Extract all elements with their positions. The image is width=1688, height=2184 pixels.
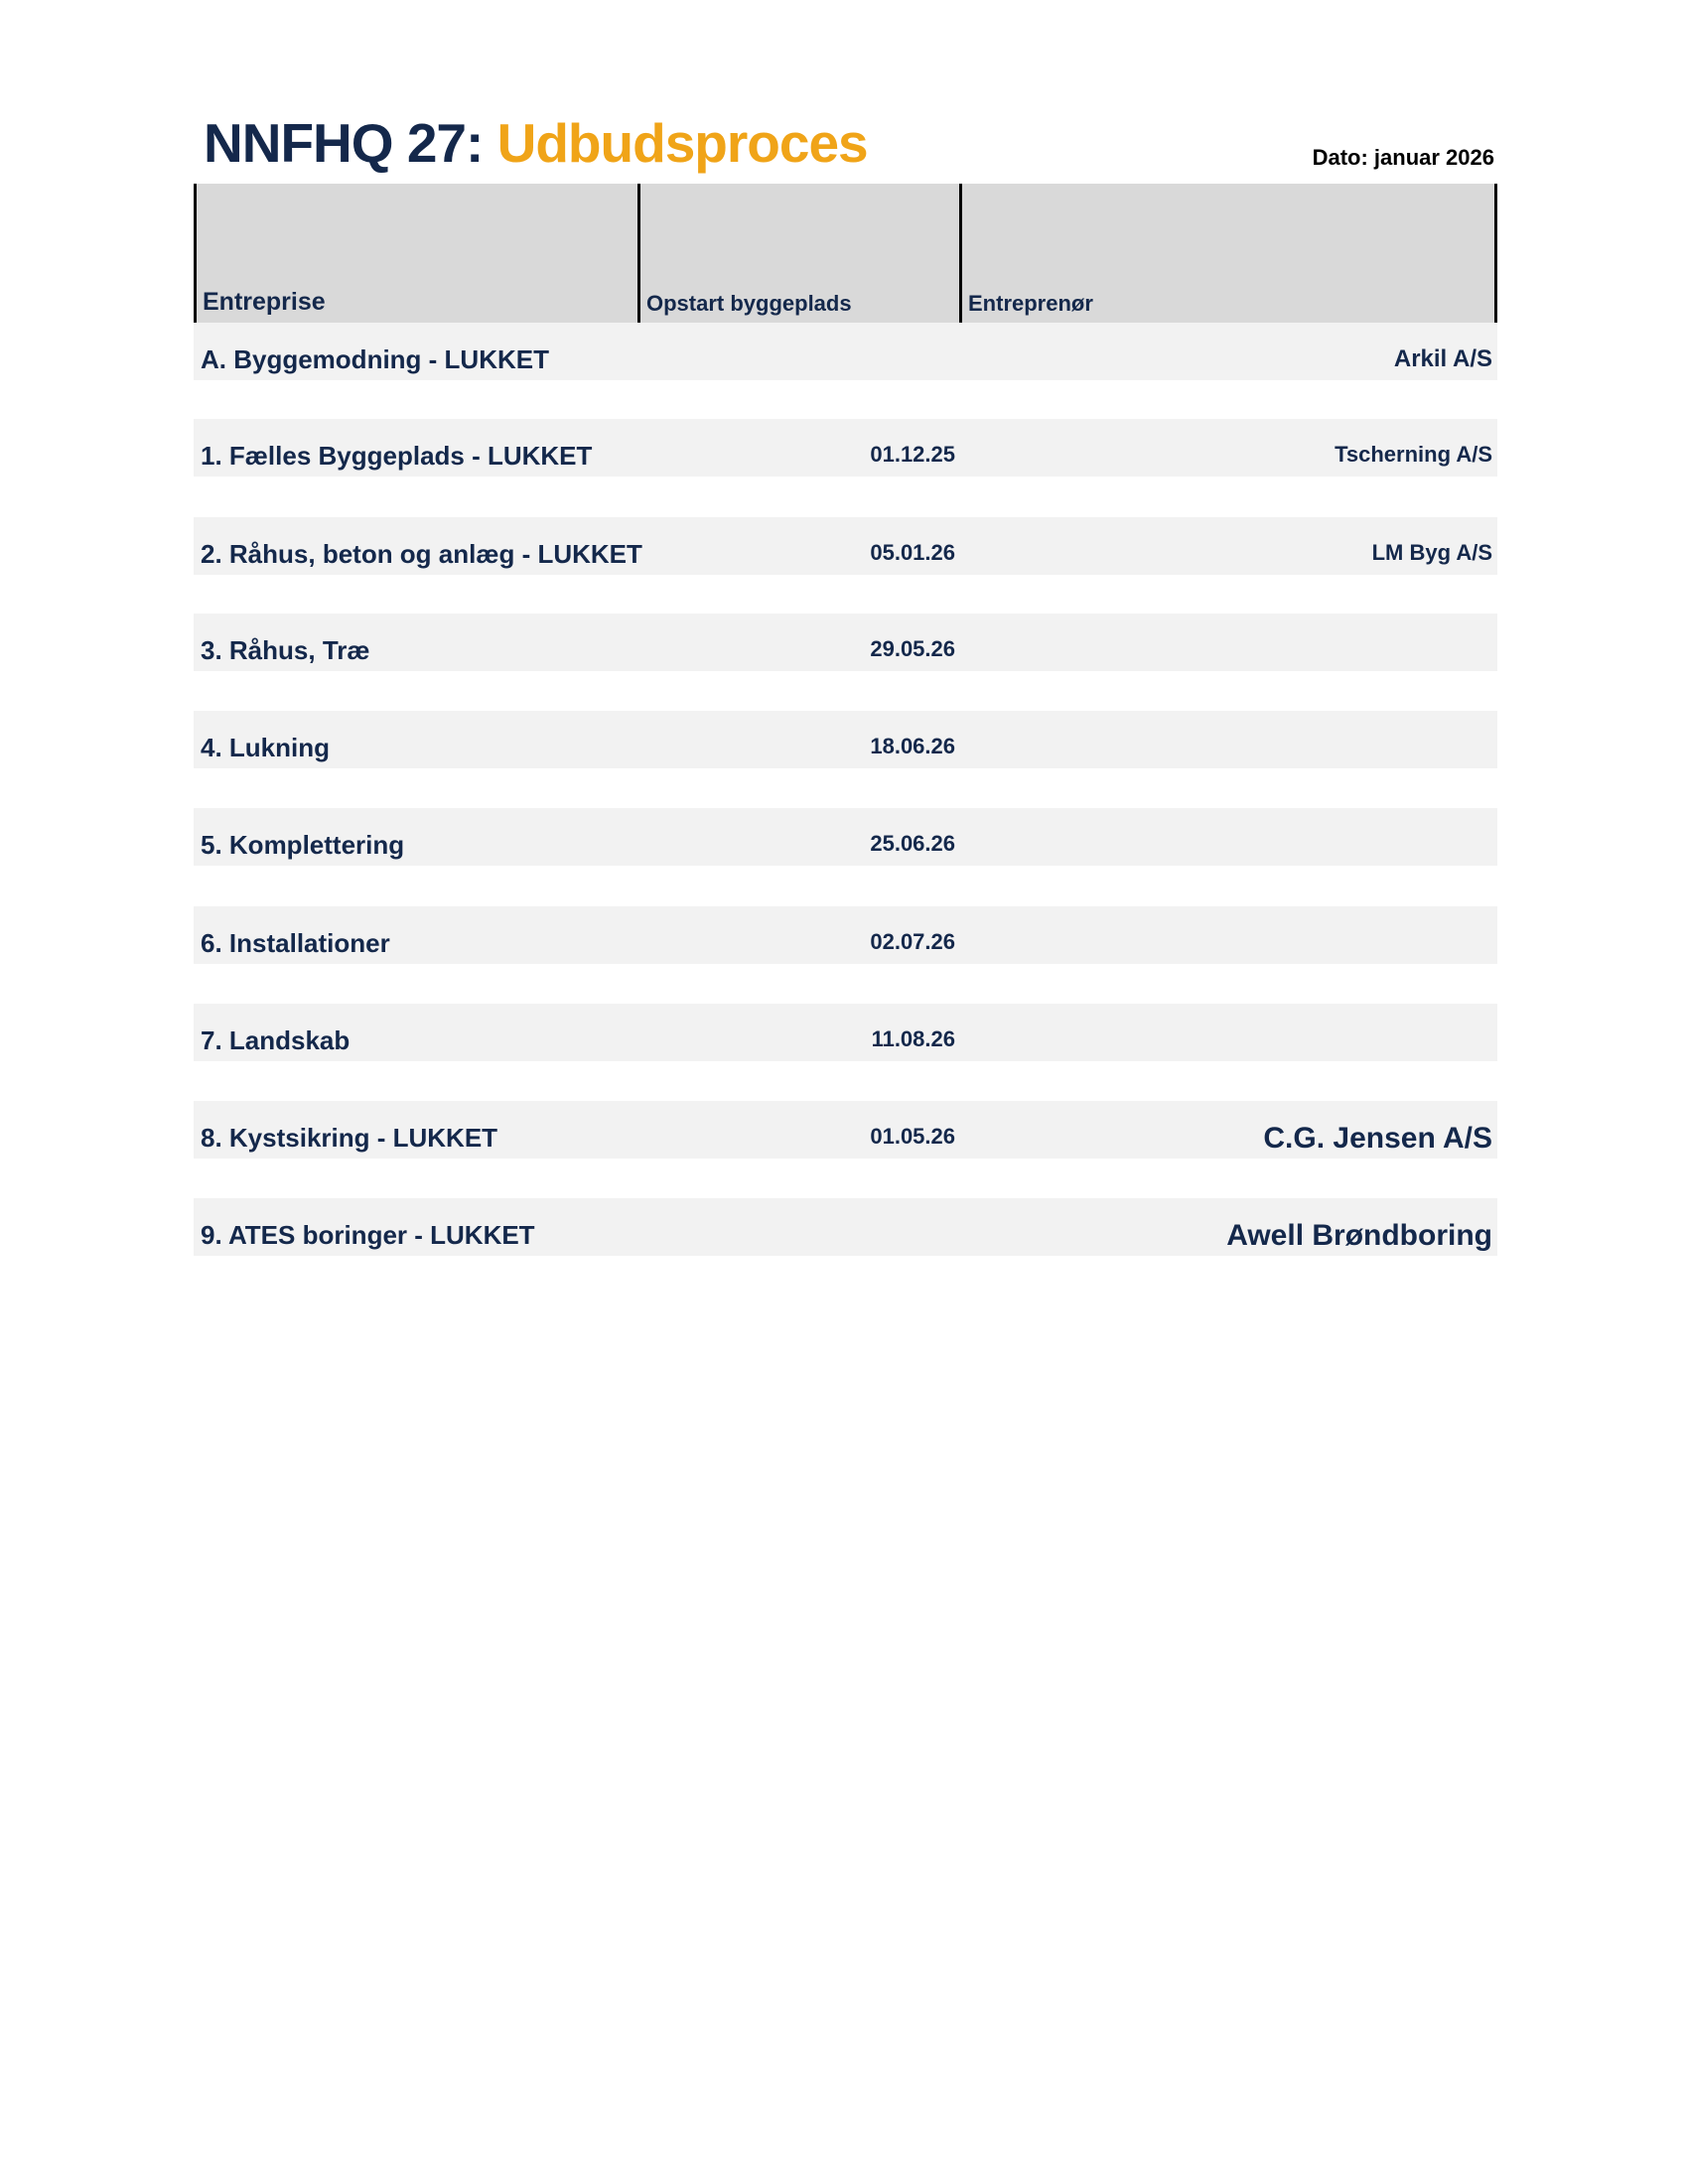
column-header-label: Entreprenør [968, 291, 1093, 316]
table-row [194, 906, 1497, 964]
tender-table [194, 184, 1497, 1252]
entreprise-name: 4. Lukning [201, 733, 330, 762]
title-project-code: NNFHQ 27: [204, 112, 497, 174]
table-row [194, 1198, 1497, 1256]
entreprise-name: 8. Kystsikring - LUKKET [201, 1123, 498, 1153]
contractor-name: C.G. Jensen A/S [1263, 1122, 1492, 1155]
column-header-start [640, 184, 962, 323]
document-date: Dato: januar 2026 [1312, 145, 1494, 170]
start-date: 05.01.26 [870, 540, 955, 565]
title-main: Udbudsproces [496, 112, 868, 174]
entreprise-name: 1. Fælles Byggeplads - LUKKET [201, 441, 593, 471]
table-row [194, 808, 1497, 866]
start-date: 01.12.25 [870, 442, 955, 467]
column-header-label: Entreprise [203, 288, 326, 316]
table-row [194, 419, 1497, 477]
entreprise-name: 5. Komplettering [201, 830, 405, 860]
entreprise-name: A. Byggemodning - LUKKET [201, 344, 549, 374]
start-date: 25.06.26 [870, 831, 955, 856]
start-date: 29.05.26 [870, 636, 955, 661]
entreprise-name: 2. Råhus, beton og anlæg - LUKKET [201, 539, 642, 569]
column-header-label: Opstart byggeplads [646, 291, 852, 316]
column-header-contractor [962, 184, 1497, 323]
contractor-name: Arkil A/S [1393, 345, 1492, 372]
table-row [194, 1004, 1497, 1061]
table-row [194, 1101, 1497, 1159]
table-row [194, 323, 1497, 380]
page-title [204, 111, 868, 175]
start-date: 02.07.26 [870, 929, 955, 954]
table-row [194, 517, 1497, 575]
table-row [194, 711, 1497, 768]
entreprise-name: 6. Installationer [201, 928, 390, 958]
entreprise-name: 7. Landskab [201, 1025, 351, 1055]
start-date: 18.06.26 [870, 734, 955, 758]
table-row [194, 614, 1497, 671]
contractor-name: Tscherning A/S [1335, 442, 1492, 467]
entreprise-name: 9. ATES boringer - LUKKET [201, 1220, 535, 1250]
contractor-name: LM Byg A/S [1371, 540, 1492, 565]
start-date: 11.08.26 [871, 1026, 955, 1051]
entreprise-name: 3. Råhus, Træ [201, 635, 370, 665]
contractor-name: Awell Brøndboring [1226, 1219, 1492, 1252]
table-header-row [194, 184, 1497, 323]
start-date: 01.05.26 [870, 1124, 955, 1149]
column-header-entreprise [194, 184, 640, 323]
